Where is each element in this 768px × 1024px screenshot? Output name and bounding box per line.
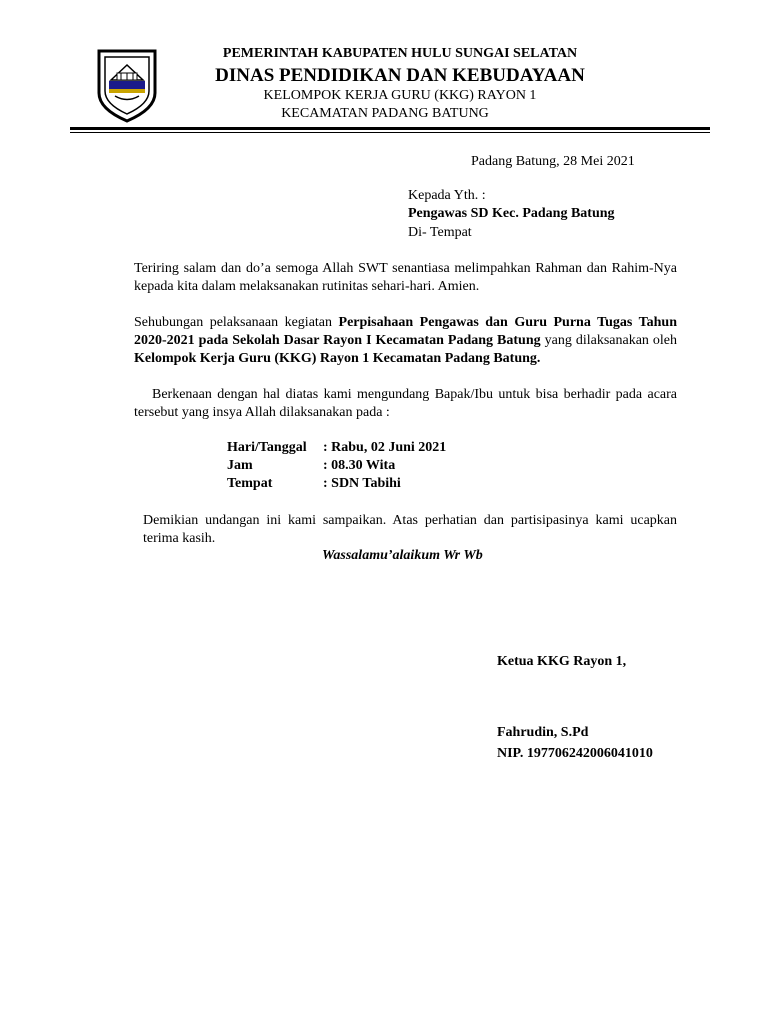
recipient-place: Di- Tempat: [408, 225, 472, 240]
letterhead-government: PEMERINTAH KABUPATEN HULU SUNGAI SELATAN: [222, 46, 578, 61]
detail-row-time: [227, 458, 395, 474]
regency-emblem-logo: [97, 47, 157, 123]
letterhead-department: DINAS PENDIDIKAN DAN KEBUDAYAAN: [215, 65, 585, 86]
letter-date: Padang Batung, 28 Mei 2021: [471, 154, 635, 169]
greeting-paragraph: [134, 260, 677, 296]
event-name: Perpisahaan Pengawas dan Guru Purna Tugas Tahun 2020-2021 pada Sekolah Dasar Rayon I Kecamatan Padang Batung: [134, 315, 677, 348]
invitation-text: Berkenaan dengan hal diatas kami mengundang Bapak/Ibu untuk bisa berhadir pada acara tersebut yang insya Allah dilaksanakan pada :: [134, 387, 677, 420]
recipient-to: Kepada Yth. :: [408, 188, 486, 203]
signature-nip: NIP. 197706242006041010: [497, 746, 653, 761]
detail-label: Tempat: [227, 476, 273, 491]
salutation: Wassalamu’alaikum Wr Wb: [322, 548, 483, 563]
recipient-name: Pengawas SD Kec. Padang Batung: [408, 206, 615, 221]
detail-value: : 08.30 Wita: [323, 458, 396, 473]
letterhead-district: KECAMATAN PADANG BATUNG: [281, 106, 489, 121]
detail-value: : SDN Tabihi: [323, 476, 401, 491]
letterhead-rule-thin: [70, 132, 710, 133]
event-intro-text: Sehubungan pelaksanaan kegiatan: [134, 315, 339, 330]
signature-name: Fahrudin, S.Pd: [497, 725, 589, 740]
closing-text: Demikian undangan ini kami sampaikan. Atas perhatian dan partisipasinya kami ucapkan terima kasih.: [143, 513, 677, 546]
letterhead-rule-thick: [70, 127, 710, 130]
event-paragraph: [134, 314, 677, 368]
signature-title: Ketua KKG Rayon 1,: [497, 654, 627, 669]
greeting-text: Teriring salam dan do’a semoga Allah SWT senantiasa melimpahkan Rahman dan Rahim-Nya kepada kita dalam melaksanakan rutinitas sehari-hari. Amien.: [134, 261, 677, 294]
detail-label: Jam: [227, 458, 253, 473]
detail-row-place: [227, 476, 401, 492]
letterhead-group: KELOMPOK KERJA GURU (KKG) RAYON 1: [263, 88, 537, 103]
event-organizer: Kelompok Kerja Guru (KKG) Rayon 1 Kecamatan Padang Batung.: [134, 351, 541, 366]
detail-row-date: [227, 440, 446, 456]
event-organizer-intro: yang dilaksanakan oleh: [540, 333, 677, 348]
invitation-paragraph: [134, 386, 677, 422]
closing-paragraph: [143, 512, 677, 548]
detail-value: : Rabu, 02 Juni 2021: [323, 440, 447, 455]
detail-label: Hari/Tanggal: [227, 440, 307, 455]
